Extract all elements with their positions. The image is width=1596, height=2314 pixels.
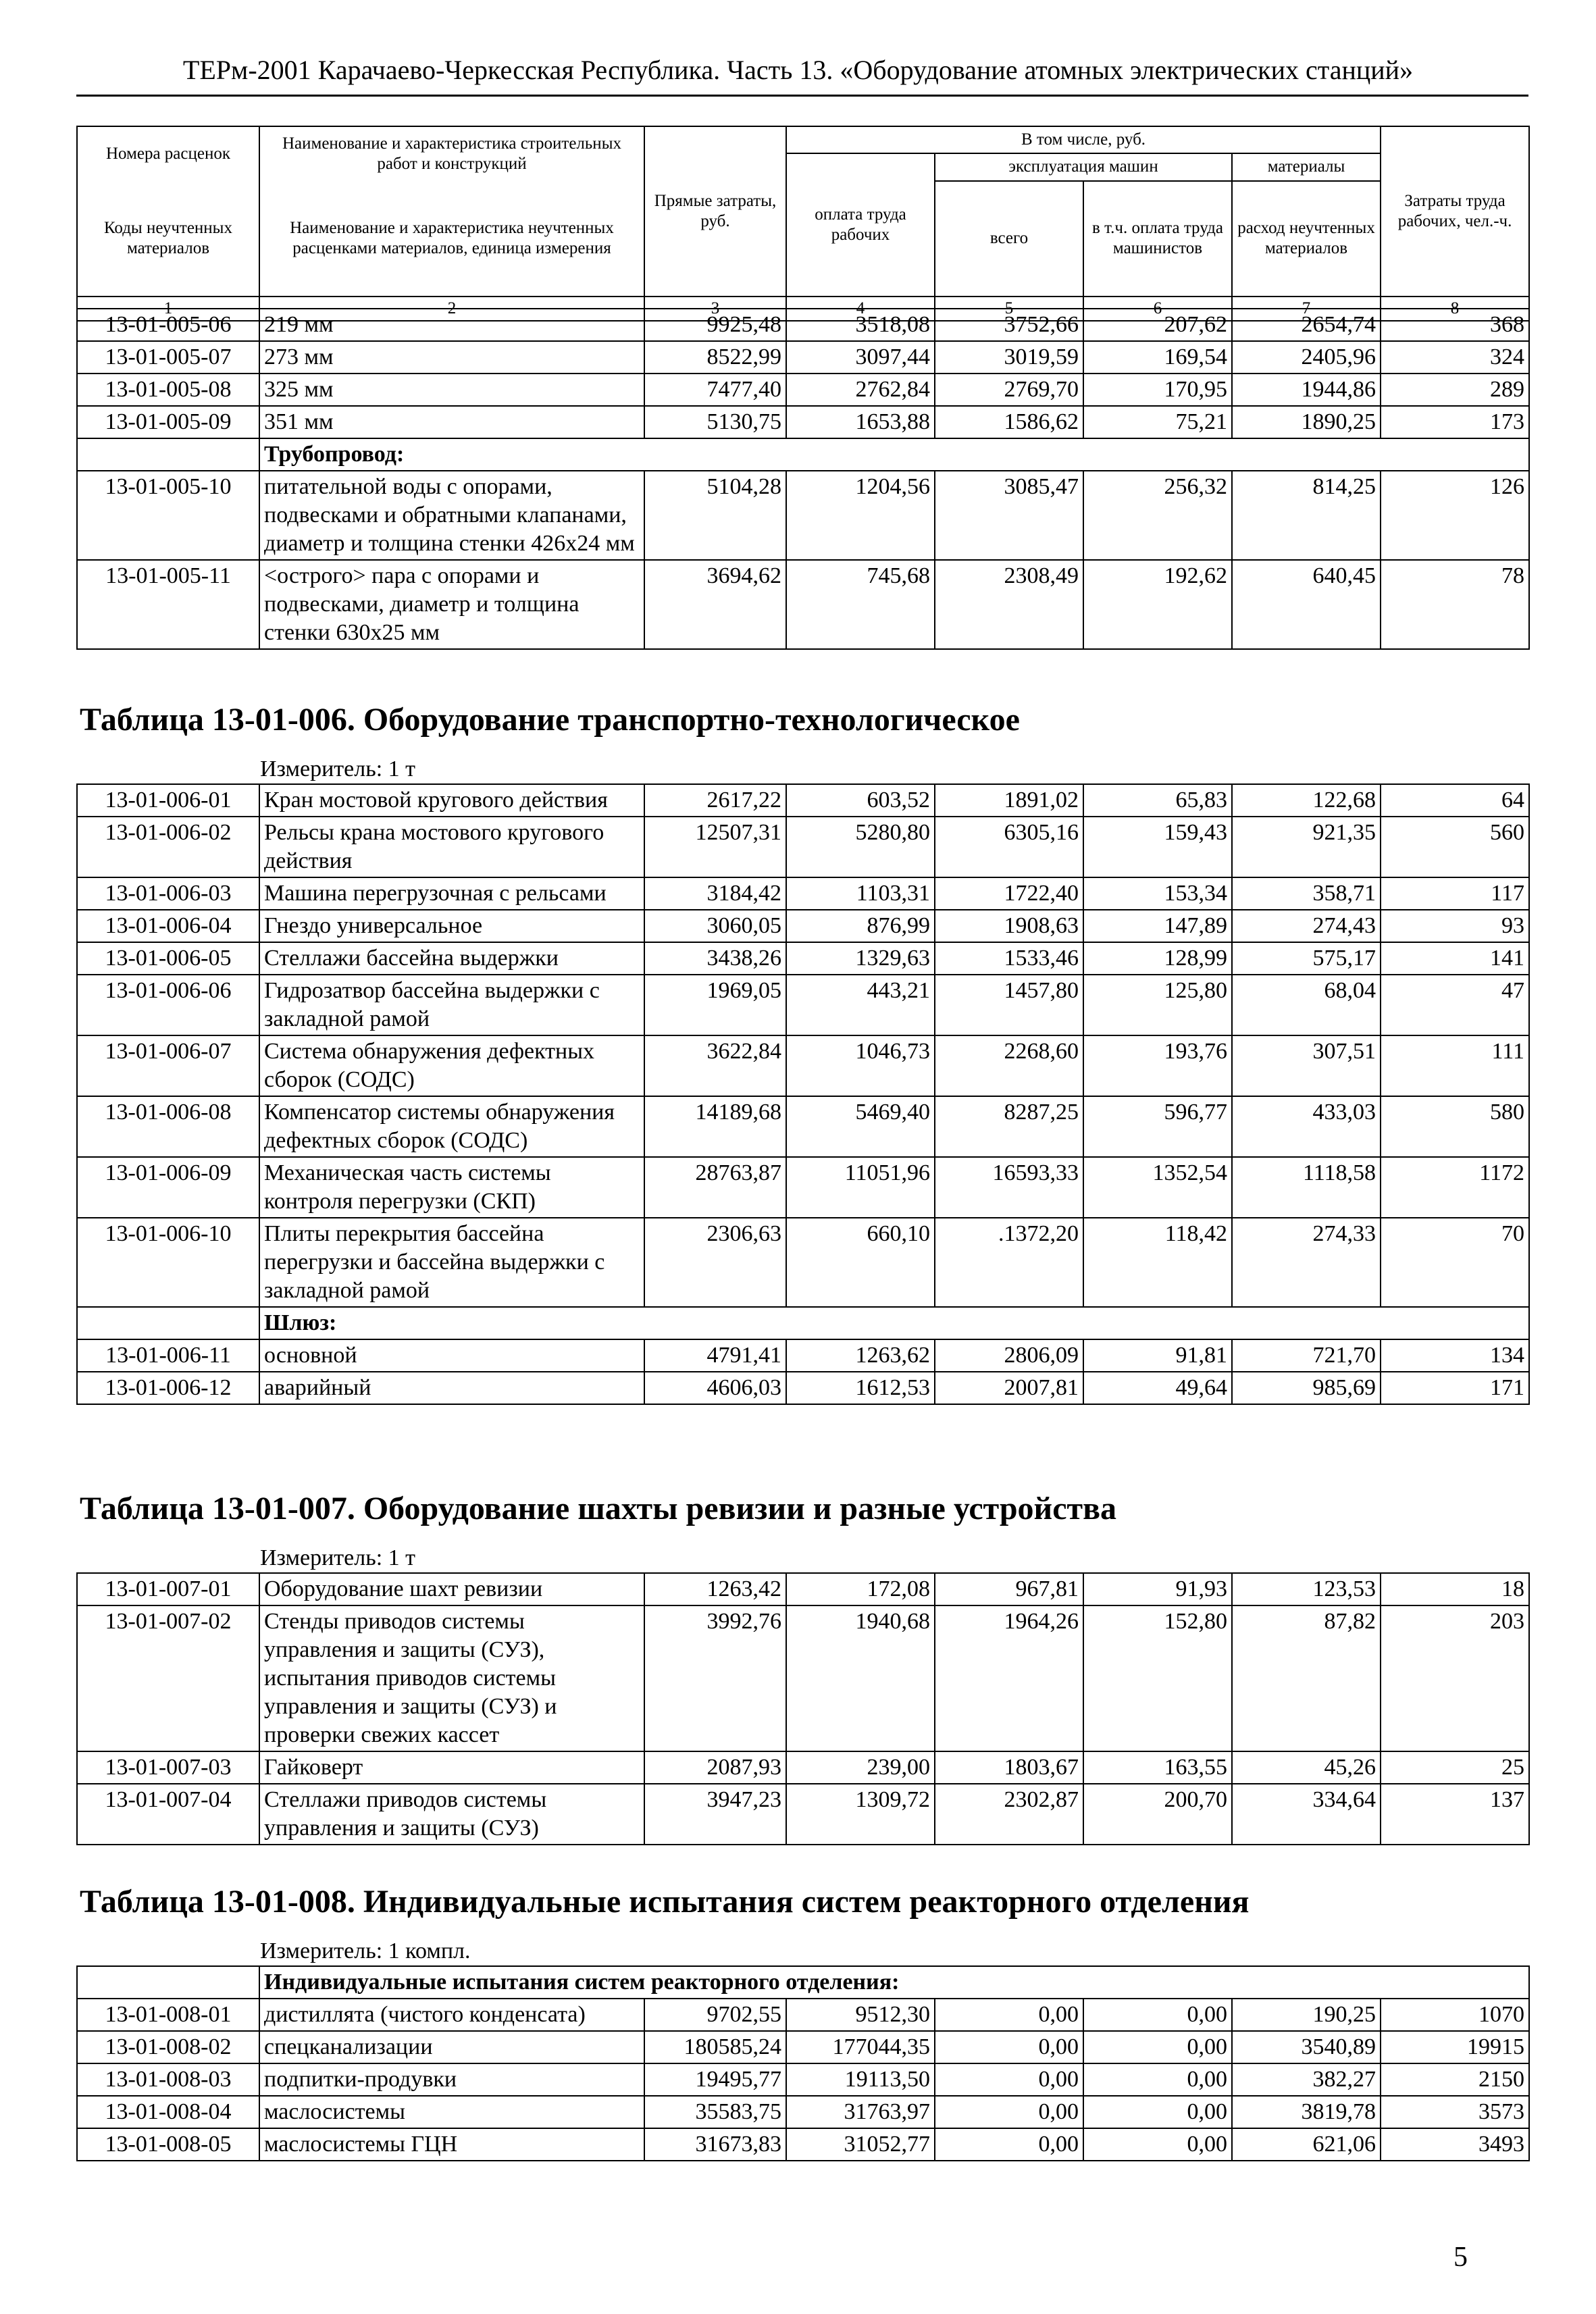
- work-name: спецканализации: [259, 2031, 644, 2063]
- machinist-pay: 192,62: [1083, 560, 1232, 649]
- machinist-pay: 147,89: [1083, 910, 1232, 942]
- col-number: 3: [644, 297, 786, 321]
- direct-costs: 9925,48: [644, 309, 786, 341]
- labor-pay: 443,21: [786, 975, 935, 1035]
- machine-total: .1372,20: [935, 1218, 1083, 1307]
- work-name: Машина перегрузочная с рельсами: [259, 877, 644, 910]
- table-row: [77, 1096, 1529, 1157]
- machine-total: 3752,66: [935, 309, 1083, 341]
- machinist-pay: 170,95: [1083, 374, 1232, 406]
- table-row: [77, 817, 1529, 877]
- machine-total: 1908,63: [935, 910, 1083, 942]
- labor-pay: 745,68: [786, 560, 935, 649]
- table-13-01-006-title: Таблица 13-01-006. Оборудование транспортно-технологическое: [80, 702, 1020, 738]
- table-row: [77, 942, 1529, 975]
- materials: 721,70: [1232, 1339, 1381, 1372]
- table-row: [77, 877, 1529, 910]
- labor-pay: 3518,08: [786, 309, 935, 341]
- labor-hours: 368: [1381, 309, 1529, 341]
- materials: 358,71: [1232, 877, 1381, 910]
- machine-total: 2268,60: [935, 1035, 1083, 1096]
- materials: 87,82: [1232, 1605, 1381, 1751]
- table-row: [77, 560, 1529, 649]
- work-name: питательной воды с опорами, подвесками и обратными клапанами, диаметр и толщина стенки 426х24 мм: [259, 471, 644, 560]
- work-name: 351 мм: [259, 406, 644, 438]
- col-number: 1: [77, 297, 259, 321]
- work-name: Стеллажи приводов системы управления и защиты (СУЗ): [259, 1784, 644, 1845]
- work-name: подпитки-продувки: [259, 2063, 644, 2096]
- direct-costs: 3060,05: [644, 910, 786, 942]
- table-row: [77, 1784, 1529, 1845]
- labor-pay: 1263,62: [786, 1339, 935, 1372]
- table-13-01-007-unit: Измеритель: 1 т: [260, 1545, 416, 1570]
- direct-costs: 1969,05: [644, 975, 786, 1035]
- machinist-pay: 200,70: [1083, 1784, 1232, 1845]
- machine-total: 3019,59: [935, 341, 1083, 374]
- machinist-pay: 152,80: [1083, 1605, 1232, 1751]
- materials: 307,51: [1232, 1035, 1381, 1096]
- labor-pay: 172,08: [786, 1573, 935, 1605]
- labor-hours: 126: [1381, 471, 1529, 560]
- col2-bottom-header: Наименование и характеристика неучтенных расценками материалов, единица измерения: [259, 181, 644, 297]
- direct-costs: 3438,26: [644, 942, 786, 975]
- column-header-table: [76, 126, 1530, 322]
- table-row: [77, 1605, 1529, 1751]
- machinist-pay: 0,00: [1083, 1999, 1232, 2031]
- labor-pay: 1103,31: [786, 877, 935, 910]
- materials: 575,17: [1232, 942, 1381, 975]
- direct-costs: 2306,63: [644, 1218, 786, 1307]
- table-row: [77, 309, 1529, 341]
- machine-total: 2806,09: [935, 1339, 1083, 1372]
- direct-costs: 19495,77: [644, 2063, 786, 2096]
- rate-code: 13-01-007-01: [77, 1573, 259, 1605]
- table-row: [77, 1157, 1529, 1218]
- machine-total: 1722,40: [935, 877, 1083, 910]
- machine-total: 1533,46: [935, 942, 1083, 975]
- col3-header: Прямые затраты, руб.: [644, 126, 786, 297]
- labor-pay: 9512,30: [786, 1999, 935, 2031]
- machinist-pay: 169,54: [1083, 341, 1232, 374]
- section-subheading: Индивидуальные испытания систем реакторного отделения:: [259, 1966, 1529, 1999]
- labor-hours: 3573: [1381, 2096, 1529, 2128]
- machinist-pay: 125,80: [1083, 975, 1232, 1035]
- machine-total: 1964,26: [935, 1605, 1083, 1751]
- materials: 985,69: [1232, 1372, 1381, 1404]
- labor-hours: 171: [1381, 1372, 1529, 1404]
- table-13-01-008-unit: Измеритель: 1 компл.: [260, 1938, 471, 1963]
- direct-costs: 3622,84: [644, 1035, 786, 1096]
- rate-code: 13-01-008-02: [77, 2031, 259, 2063]
- machinist-pay: 91,93: [1083, 1573, 1232, 1605]
- direct-costs: 4606,03: [644, 1372, 786, 1404]
- machine-total: 2302,87: [935, 1784, 1083, 1845]
- direct-costs: 5130,75: [644, 406, 786, 438]
- machine-total: 1803,67: [935, 1751, 1083, 1784]
- table-13-01-007: [76, 1572, 1530, 1845]
- labor-pay: 5280,80: [786, 817, 935, 877]
- machine-total: 16593,33: [935, 1157, 1083, 1218]
- page-header: ТЕРм-2001 Карачаево-Черкесская Республика. Часть 13. «Оборудование атомных электрических станций»: [182, 55, 1414, 85]
- labor-pay: 1046,73: [786, 1035, 935, 1096]
- table-row: [77, 2128, 1529, 2161]
- col-number: 5: [935, 297, 1083, 321]
- col-number: 6: [1083, 297, 1232, 321]
- table-row: [77, 1218, 1529, 1307]
- machinist-pay: 0,00: [1083, 2128, 1232, 2161]
- col4-header: оплата труда рабочих: [786, 153, 935, 296]
- materials: 2405,96: [1232, 341, 1381, 374]
- labor-hours: 137: [1381, 1784, 1529, 1845]
- section-subheading-row: [77, 1307, 1529, 1339]
- direct-costs: 8522,99: [644, 341, 786, 374]
- labor-hours: 111: [1381, 1035, 1529, 1096]
- col8-header: Затраты труда рабочих, чел.-ч.: [1381, 126, 1529, 297]
- rate-code: 13-01-006-09: [77, 1157, 259, 1218]
- rate-code: 13-01-006-04: [77, 910, 259, 942]
- labor-pay: 660,10: [786, 1218, 935, 1307]
- machinist-pay: 256,32: [1083, 471, 1232, 560]
- table-row: [77, 1573, 1529, 1605]
- page-number: 5: [1453, 2242, 1468, 2273]
- rate-code: 13-01-007-03: [77, 1751, 259, 1784]
- work-name: аварийный: [259, 1372, 644, 1404]
- materials: 3540,89: [1232, 2031, 1381, 2063]
- table-13-01-008: [76, 1965, 1530, 2161]
- rate-code: 13-01-005-06: [77, 309, 259, 341]
- machine-total: 3085,47: [935, 471, 1083, 560]
- work-name: Стенды приводов системы управления и защиты (СУЗ), испытания приводов системы управления и защиты (СУЗ) и проверки свежих кассет: [259, 1605, 644, 1751]
- direct-costs: 7477,40: [644, 374, 786, 406]
- materials: 1890,25: [1232, 406, 1381, 438]
- machinist-pay: 49,64: [1083, 1372, 1232, 1404]
- rate-code: 13-01-005-10: [77, 471, 259, 560]
- machine-total: 6305,16: [935, 817, 1083, 877]
- header-rule: [76, 95, 1528, 97]
- materials: 640,45: [1232, 560, 1381, 649]
- direct-costs: 3992,76: [644, 1605, 786, 1751]
- table-row: [77, 2063, 1529, 2096]
- work-name: 325 мм: [259, 374, 644, 406]
- machinist-pay: 118,42: [1083, 1218, 1232, 1307]
- table-13-01-006: [76, 783, 1530, 1405]
- machine-total: 1891,02: [935, 784, 1083, 817]
- labor-pay: 1940,68: [786, 1605, 935, 1751]
- work-name: Система обнаружения дефектных сборок (СОДС): [259, 1035, 644, 1096]
- machine-total: 0,00: [935, 1999, 1083, 2031]
- rate-code: 13-01-006-03: [77, 877, 259, 910]
- labor-pay: 177044,35: [786, 2031, 935, 2063]
- table-row: [77, 406, 1529, 438]
- machinist-pay: 0,00: [1083, 2031, 1232, 2063]
- work-name: Оборудование шахт ревизии: [259, 1573, 644, 1605]
- section-subheading: Трубопровод:: [259, 438, 1529, 471]
- rate-code: 13-01-005-08: [77, 374, 259, 406]
- machine-total: 0,00: [935, 2096, 1083, 2128]
- col7-header: расход неучтенных материалов: [1232, 181, 1381, 297]
- rate-code: 13-01-006-01: [77, 784, 259, 817]
- rate-code: 13-01-006-12: [77, 1372, 259, 1404]
- table-13-01-005-continuation: [76, 308, 1530, 650]
- col1-top-header: Номера расценок: [77, 126, 259, 181]
- section-subheading: Шлюз:: [259, 1307, 1529, 1339]
- labor-pay: 1653,88: [786, 406, 935, 438]
- labor-hours: 18: [1381, 1573, 1529, 1605]
- table-row: [77, 1999, 1529, 2031]
- section-subheading-row: [77, 1966, 1529, 1999]
- labor-pay: 31052,77: [786, 2128, 935, 2161]
- direct-costs: 5104,28: [644, 471, 786, 560]
- materials: 382,27: [1232, 2063, 1381, 2096]
- labor-hours: 134: [1381, 1339, 1529, 1372]
- rate-code: 13-01-006-06: [77, 975, 259, 1035]
- work-name: основной: [259, 1339, 644, 1372]
- materials: 621,06: [1232, 2128, 1381, 2161]
- machinist-pay: 596,77: [1083, 1096, 1232, 1157]
- labor-hours: 203: [1381, 1605, 1529, 1751]
- machine-total: 2308,49: [935, 560, 1083, 649]
- col-number: 8: [1381, 297, 1529, 321]
- direct-costs: 4791,41: [644, 1339, 786, 1372]
- table-row: [77, 341, 1529, 374]
- direct-costs: 180585,24: [644, 2031, 786, 2063]
- rate-code: 13-01-006-05: [77, 942, 259, 975]
- labor-hours: 93: [1381, 910, 1529, 942]
- machine-total: 1586,62: [935, 406, 1083, 438]
- rate-code: 13-01-005-09: [77, 406, 259, 438]
- machines-header: эксплуатация машин: [935, 153, 1232, 180]
- machine-total: 2769,70: [935, 374, 1083, 406]
- table-row: [77, 2096, 1529, 2128]
- labor-hours: 25: [1381, 1751, 1529, 1784]
- work-name: Стеллажи бассейна выдержки: [259, 942, 644, 975]
- labor-hours: 141: [1381, 942, 1529, 975]
- work-name: Компенсатор системы обнаружения дефектных сборок (СОДС): [259, 1096, 644, 1157]
- machine-total: 967,81: [935, 1573, 1083, 1605]
- labor-pay: 603,52: [786, 784, 935, 817]
- labor-hours: 173: [1381, 406, 1529, 438]
- machinist-pay: 128,99: [1083, 942, 1232, 975]
- col-number: 7: [1232, 297, 1381, 321]
- direct-costs: 35583,75: [644, 2096, 786, 2128]
- table-13-01-007-title: Таблица 13-01-007. Оборудование шахты ревизии и разные устройства: [80, 1491, 1116, 1526]
- table-13-01-008-title: Таблица 13-01-008. Индивидуальные испытания систем реакторного отделения: [80, 1884, 1250, 1920]
- work-name: маслосистемы ГЦН: [259, 2128, 644, 2161]
- rate-code: 13-01-006-07: [77, 1035, 259, 1096]
- labor-hours: 2150: [1381, 2063, 1529, 2096]
- work-name: Гайковерт: [259, 1751, 644, 1784]
- labor-pay: 1612,53: [786, 1372, 935, 1404]
- table-row: [77, 374, 1529, 406]
- direct-costs: 1263,42: [644, 1573, 786, 1605]
- labor-hours: 324: [1381, 341, 1529, 374]
- labor-hours: 70: [1381, 1218, 1529, 1307]
- materials: 68,04: [1232, 975, 1381, 1035]
- rate-code: 13-01-006-11: [77, 1339, 259, 1372]
- rate-code: 13-01-007-04: [77, 1784, 259, 1845]
- work-name: Рельсы крана мостового кругового действия: [259, 817, 644, 877]
- labor-pay: 1204,56: [786, 471, 935, 560]
- materials: 433,03: [1232, 1096, 1381, 1157]
- direct-costs: 9702,55: [644, 1999, 786, 2031]
- materials: 921,35: [1232, 817, 1381, 877]
- rate-code: 13-01-006-08: [77, 1096, 259, 1157]
- direct-costs: 14189,68: [644, 1096, 786, 1157]
- labor-hours: 117: [1381, 877, 1529, 910]
- direct-costs: 31673,83: [644, 2128, 786, 2161]
- rate-code: 13-01-005-11: [77, 560, 259, 649]
- labor-pay: 3097,44: [786, 341, 935, 374]
- table-row: [77, 1339, 1529, 1372]
- work-name: Гнездо универсальное: [259, 910, 644, 942]
- work-name: 273 мм: [259, 341, 644, 374]
- labor-pay: 2762,84: [786, 374, 935, 406]
- labor-hours: 1070: [1381, 1999, 1529, 2031]
- labor-pay: 31763,97: [786, 2096, 935, 2128]
- subheading-spacer: [77, 1307, 259, 1339]
- materials: 190,25: [1232, 1999, 1381, 2031]
- machinist-pay: 207,62: [1083, 309, 1232, 341]
- materials: 3819,78: [1232, 2096, 1381, 2128]
- section-subheading-row: [77, 438, 1529, 471]
- labor-pay: 19113,50: [786, 2063, 935, 2096]
- rate-code: 13-01-006-02: [77, 817, 259, 877]
- labor-hours: 19915: [1381, 2031, 1529, 2063]
- labor-hours: 78: [1381, 560, 1529, 649]
- machinist-pay: 91,81: [1083, 1339, 1232, 1372]
- labor-hours: 64: [1381, 784, 1529, 817]
- rate-code: 13-01-005-07: [77, 341, 259, 374]
- col6-header: в т.ч. оплата труда машинистов: [1083, 181, 1232, 297]
- machine-total: 1457,80: [935, 975, 1083, 1035]
- direct-costs: 3947,23: [644, 1784, 786, 1845]
- table-row: [77, 910, 1529, 942]
- labor-hours: 3493: [1381, 2128, 1529, 2161]
- materials: 123,53: [1232, 1573, 1381, 1605]
- labor-hours: 580: [1381, 1096, 1529, 1157]
- table-row: [77, 1372, 1529, 1404]
- rate-code: 13-01-008-05: [77, 2128, 259, 2161]
- labor-hours: 289: [1381, 374, 1529, 406]
- table-row: [77, 975, 1529, 1035]
- materials: 45,26: [1232, 1751, 1381, 1784]
- work-name: дистиллята (чистого конденсата): [259, 1999, 644, 2031]
- materials: 122,68: [1232, 784, 1381, 817]
- labor-pay: 876,99: [786, 910, 935, 942]
- work-name: 219 мм: [259, 309, 644, 341]
- group-header: В том числе, руб.: [786, 126, 1381, 153]
- table-row: [77, 1751, 1529, 1784]
- machinist-pay: 1352,54: [1083, 1157, 1232, 1218]
- col-number: 4: [786, 297, 935, 321]
- table-row: [77, 784, 1529, 817]
- rate-code: 13-01-006-10: [77, 1218, 259, 1307]
- subheading-spacer: [77, 438, 259, 471]
- machine-total: 8287,25: [935, 1096, 1083, 1157]
- labor-hours: 560: [1381, 817, 1529, 877]
- machinist-pay: 153,34: [1083, 877, 1232, 910]
- machinist-pay: 163,55: [1083, 1751, 1232, 1784]
- machinist-pay: 75,21: [1083, 406, 1232, 438]
- machinist-pay: 193,76: [1083, 1035, 1232, 1096]
- materials: 274,33: [1232, 1218, 1381, 1307]
- labor-hours: 1172: [1381, 1157, 1529, 1218]
- direct-costs: 2617,22: [644, 784, 786, 817]
- machinist-pay: 0,00: [1083, 2096, 1232, 2128]
- machinist-pay: 65,83: [1083, 784, 1232, 817]
- materials: 1944,86: [1232, 374, 1381, 406]
- machine-total: 0,00: [935, 2128, 1083, 2161]
- labor-pay: 1329,63: [786, 942, 935, 975]
- rate-code: 13-01-008-03: [77, 2063, 259, 2096]
- labor-hours: 47: [1381, 975, 1529, 1035]
- table-13-01-006-unit: Измеритель: 1 т: [260, 756, 416, 781]
- col-number: 2: [259, 297, 644, 321]
- materials: 2654,74: [1232, 309, 1381, 341]
- work-name: <острого> пара с опорами и подвесками, диаметр и толщина стенки 630х25 мм: [259, 560, 644, 649]
- col2-top-header: Наименование и характеристика строительных работ и конструкций: [259, 126, 644, 181]
- work-name: маслосистемы: [259, 2096, 644, 2128]
- machine-total: 0,00: [935, 2031, 1083, 2063]
- direct-costs: 3184,42: [644, 877, 786, 910]
- table-row: [77, 2031, 1529, 2063]
- work-name: Кран мостовой кругового действия: [259, 784, 644, 817]
- rate-code: 13-01-008-04: [77, 2096, 259, 2128]
- table-row: [77, 471, 1529, 560]
- direct-costs: 12507,31: [644, 817, 786, 877]
- direct-costs: 2087,93: [644, 1751, 786, 1784]
- rate-code: 13-01-007-02: [77, 1605, 259, 1751]
- machinist-pay: 0,00: [1083, 2063, 1232, 2096]
- materials: 1118,58: [1232, 1157, 1381, 1218]
- work-name: Гидрозатвор бассейна выдержки с закладной рамой: [259, 975, 644, 1035]
- machinist-pay: 159,43: [1083, 817, 1232, 877]
- materials: 334,64: [1232, 1784, 1381, 1845]
- machine-total: 2007,81: [935, 1372, 1083, 1404]
- table-row: [77, 1035, 1529, 1096]
- labor-pay: 5469,40: [786, 1096, 935, 1157]
- machine-total: 0,00: [935, 2063, 1083, 2096]
- labor-pay: 1309,72: [786, 1784, 935, 1845]
- materials: 274,43: [1232, 910, 1381, 942]
- work-name: Плиты перекрытия бассейна перегрузки и бассейна выдержки с закладной рамой: [259, 1218, 644, 1307]
- rate-code: 13-01-008-01: [77, 1999, 259, 2031]
- labor-pay: 239,00: [786, 1751, 935, 1784]
- direct-costs: 28763,87: [644, 1157, 786, 1218]
- col1-bottom-header: Коды неучтенных материалов: [77, 181, 259, 297]
- materials: 814,25: [1232, 471, 1381, 560]
- labor-pay: 11051,96: [786, 1157, 935, 1218]
- col5-header: всего: [935, 181, 1083, 297]
- subheading-spacer: [77, 1966, 259, 1999]
- work-name: Механическая часть системы контроля перегрузки (СКП): [259, 1157, 644, 1218]
- direct-costs: 3694,62: [644, 560, 786, 649]
- materials-header: материалы: [1232, 153, 1381, 180]
